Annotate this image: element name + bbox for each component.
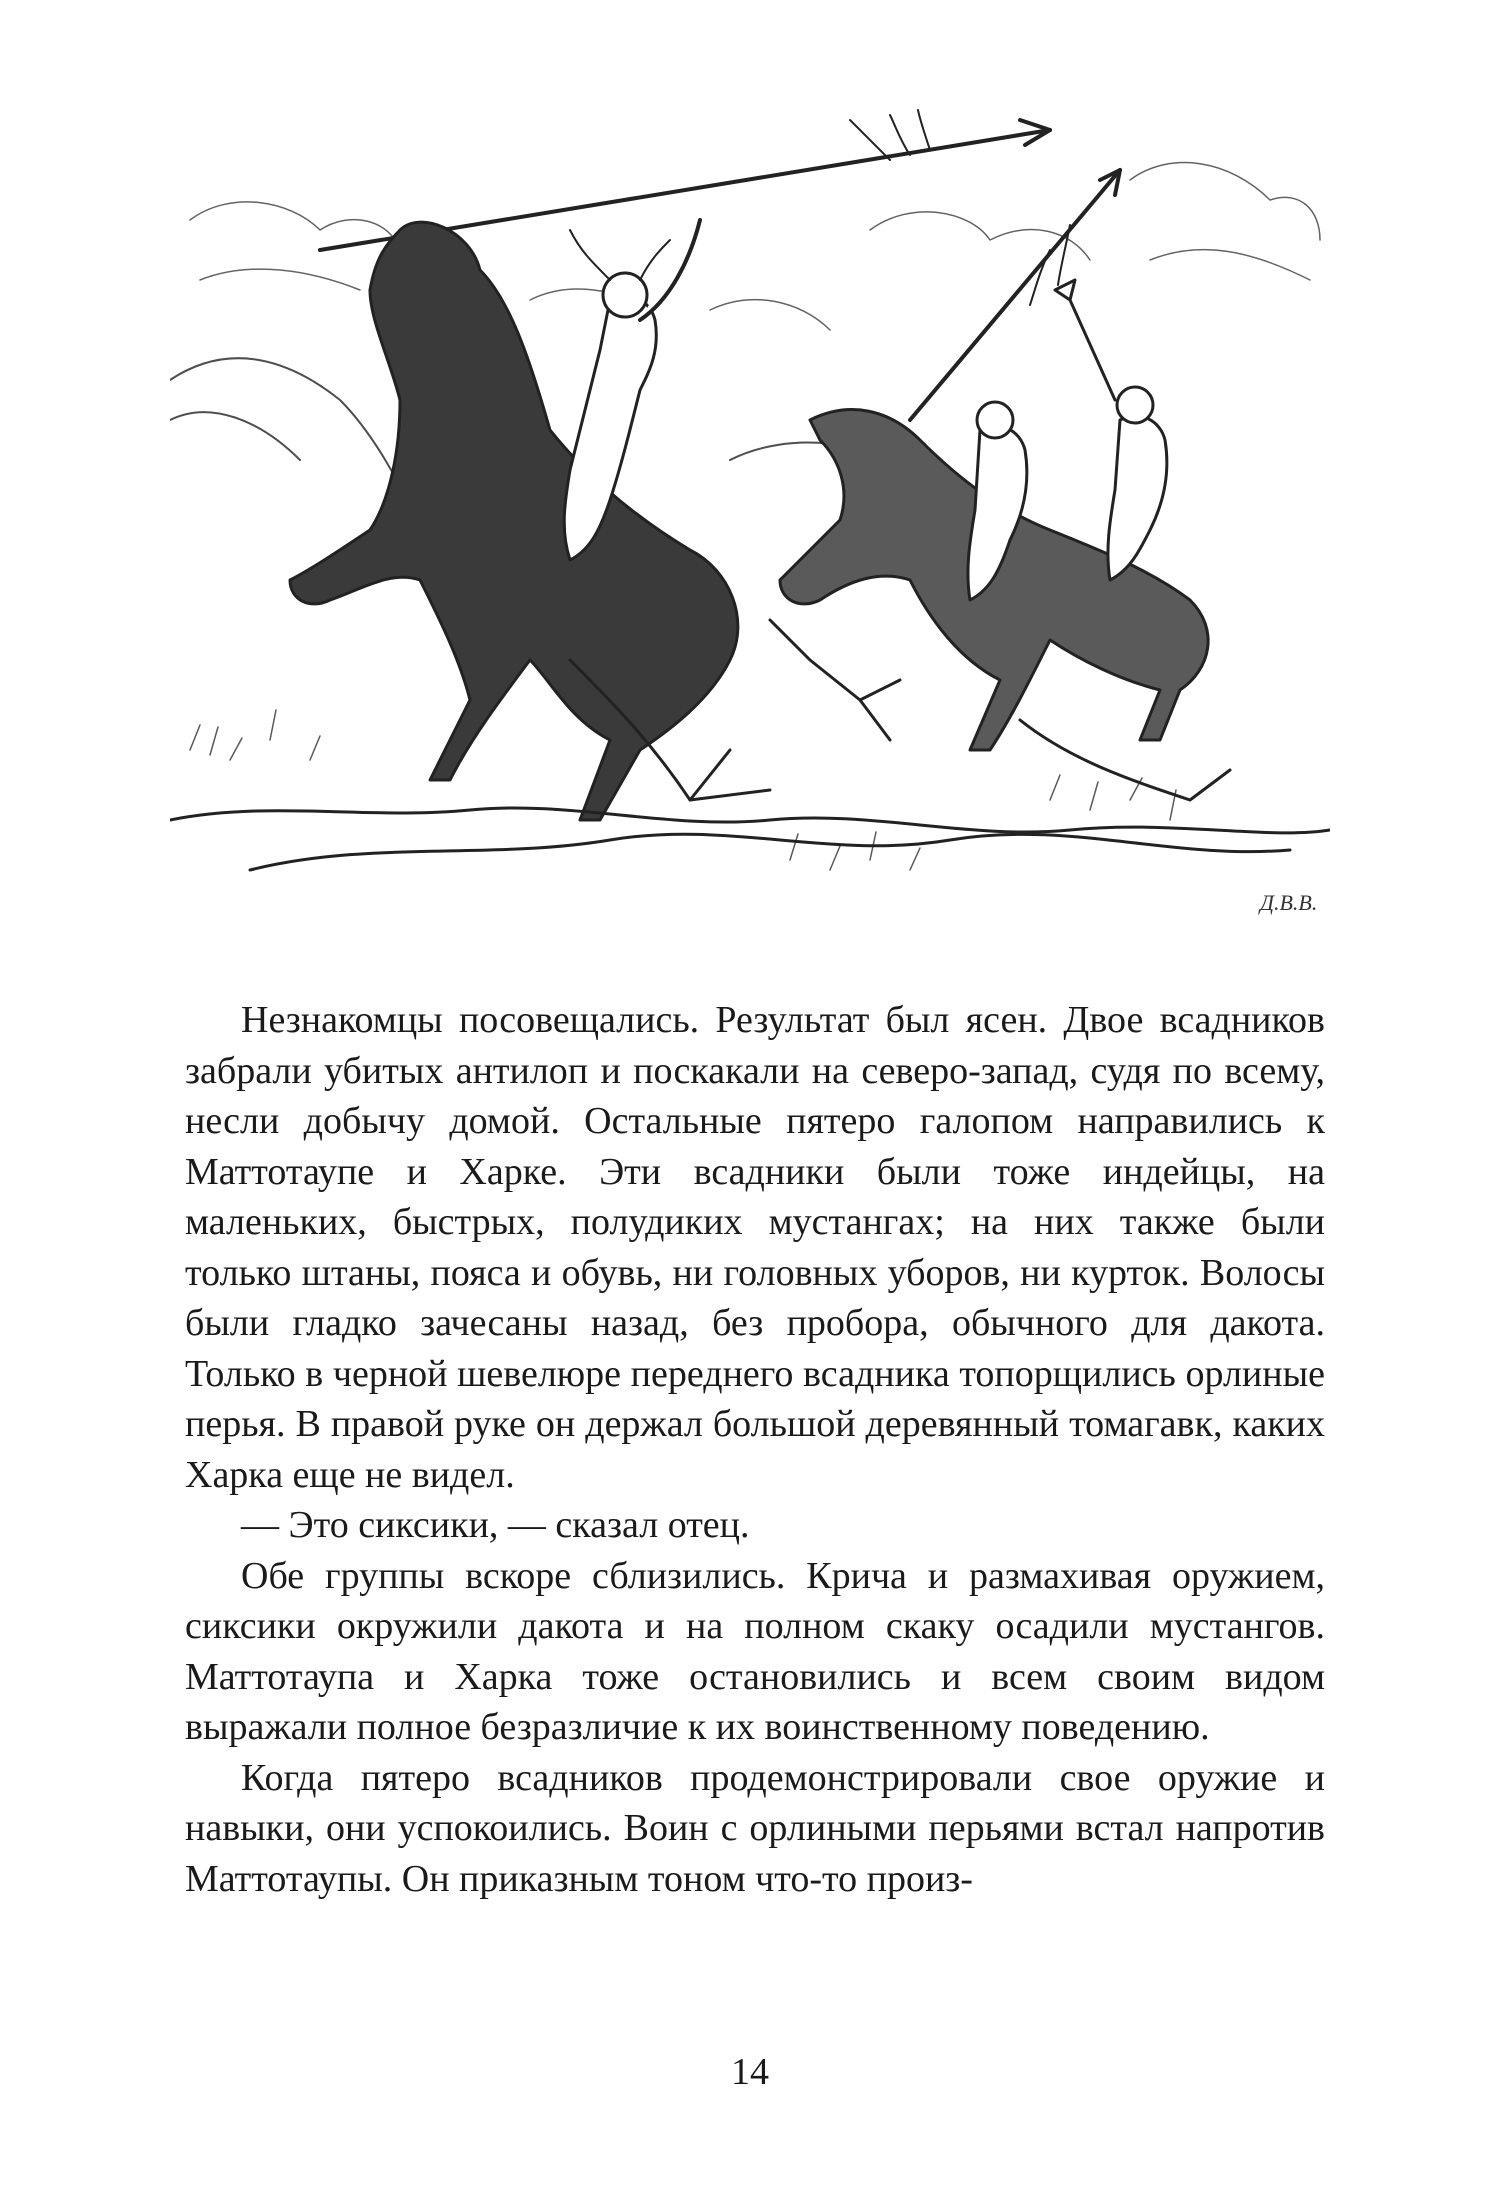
body-text — [185, 995, 1325, 1904]
paragraph-2: — Это сиксики, — сказал отец. — [241, 1504, 750, 1546]
book-illustration — [170, 100, 1330, 930]
page-number: 14 — [731, 2051, 769, 2093]
rearing-horse — [290, 222, 738, 820]
paragraph-1: Незнакомцы посовещались. Результат был ясен. Двое всадников забрали убитых антилоп и поскакали на северо-запад, судя по всему, несли добычу домой. Остальные пятеро галопом направились к Маттотаупе и Харке. Эти всадники были тоже индейцы, на маленьких, быстрых, полудиких мустангах; на них также были только штаны, пояса и обувь, ни головных уборов, ни курток. Волосы были гладко зачесаны назад, без пробора, обычного для дакота. Только в черной шевелюре переднего всадника топорщились орлиные перья. В правой руке он держал большой деревянный томагавк, каких Харка еще не видел. — [185, 999, 1325, 1496]
sky-clouds — [190, 163, 1320, 330]
paragraph-3: Обе группы вскоре сблизились. Крича и размахивая оружием, сиксики окружили дакота и на полном скаку осадили мустангов. Маттотаупа и Харка тоже остановились и всем своим видом выражали полное безразличие к их воинственному поведению. — [185, 1554, 1325, 1748]
riders-engraving — [170, 100, 1330, 930]
paragraph-4: Когда пятеро всадников продемонстрировали свое оружие и навыки, они успокоились. Воин с орлиными перьями встал напротив Маттотаупы. Он приказным тоном что-то произ- — [185, 1756, 1325, 1900]
artist-signature: Д.В.В. — [1260, 890, 1318, 915]
